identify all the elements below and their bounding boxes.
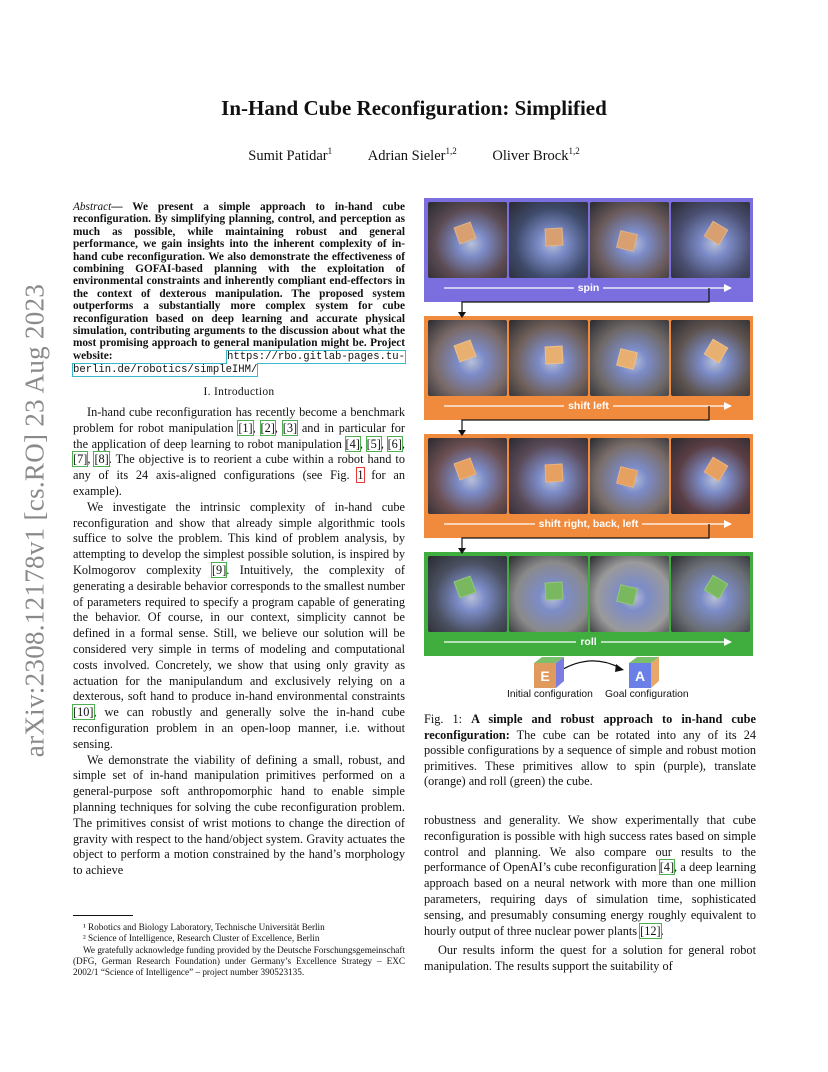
robot-hand-photo — [590, 556, 669, 632]
citation-link[interactable]: [10] — [73, 705, 94, 720]
paper-title: In-Hand Cube Reconfiguration: Simplified — [221, 96, 607, 120]
right-paragraph: robustness and generality. We show experimentally that cube reconfiguration is possible with high success rates based on simple control and planning. We also compare our results to the performance of OpenAI’s cube reconfiguration [4], a deep learning approach based on a neural network with more than one million parameters, requiring days of simulation time, sophisticated sensing, and presumably consuming energy roughly equivalent to hourly output of three nuclear power plants [12]. — [424, 813, 756, 938]
figure-panel — [424, 434, 753, 538]
primitive-label: roll — [424, 636, 753, 648]
abstract-label: Abstract — [73, 201, 112, 213]
initial-configuration-label: Initial configuration — [507, 689, 593, 700]
citation-link[interactable]: [7] — [73, 452, 88, 467]
citation-link[interactable]: [5] — [366, 436, 381, 451]
intro-left-column — [73, 405, 405, 879]
robot-hand-photo — [671, 202, 750, 278]
primitive-label: shift right, back, left — [424, 518, 753, 530]
figure-panel — [424, 198, 753, 302]
footnote: We gratefully acknowledge funding provided by the Deutsche Forschungsgemeinschaft (DFG, German Research Foundation) under Germany’s Excellence Strategy – EXC 2002/1 “Science of Intelligence” – project number 390523135. — [73, 944, 405, 978]
figure-panel — [424, 316, 753, 420]
right-paragraph: Our results inform the quest for a solution for general robot manipulation. The results support the suitability of — [424, 943, 756, 974]
robot-hand-photo — [671, 320, 750, 396]
cube-image — [616, 348, 638, 370]
project-link[interactable]: https://rbo.gitlab-pages.tu-berlin.de/robotics/simpleIHM/ — [73, 350, 405, 377]
citation-link[interactable]: [4] — [659, 860, 675, 875]
left-paragraph: We demonstrate the viability of defining a small, robust, and simple set of in-hand manipulation primitives performed on a general-purpose soft anthropomorphic hand to enable simple planning techniques for solving the cube reconfiguration problem. The primitives consist of wrist motions to change the direction of gravity with respect to the hand/object system. Gravity actuates the object to perform a motion constrained by the hand’s morphology to achieve — [73, 752, 405, 878]
primitive-bar — [424, 282, 753, 294]
robot-hand-photo — [428, 320, 507, 396]
robot-hand-photo — [671, 438, 750, 514]
author-2: Adrian Sieler$^{1,2}$ — [367, 146, 457, 164]
cube-image — [704, 221, 729, 246]
author-1: Sumit Patidar$^1$ — [248, 146, 333, 164]
citation-link[interactable]: [6] — [387, 436, 402, 451]
goal-arrow-head — [615, 664, 624, 672]
robot-hand-photo — [590, 438, 669, 514]
goal-configuration-label: Goal configuration — [605, 689, 689, 700]
cube-letter: E — [540, 668, 550, 684]
robot-hand-photo — [428, 438, 507, 514]
section-heading: I. Introduction — [203, 386, 275, 398]
primitive-label: shift left — [424, 400, 753, 412]
citation-link[interactable]: [12] — [640, 923, 661, 938]
cube-image — [453, 575, 476, 598]
robot-hand-photo — [509, 556, 588, 632]
robot-hand-photo — [671, 556, 750, 632]
footnote-rule — [73, 915, 133, 916]
arxiv-sidebar: arXiv:2308.12178v1 [cs.RO] 23 Aug 2023 — [19, 283, 50, 758]
cube-image — [545, 228, 564, 247]
left-paragraph: In-hand cube reconfiguration has recently become a benchmark problem for robot manipulation [1], [2], [3] and in particular for the application of deep learning to robot manipulation [4], [5], [6], [7], [8]. The objective is to reorient a cube within a robot hand to any of its 24 axis-aligned configurations (see Fig. 1 for an example). — [73, 405, 405, 498]
figure-link[interactable]: 1 — [357, 468, 364, 483]
citation-link[interactable]: [2] — [260, 420, 275, 435]
robot-hand-photo — [509, 202, 588, 278]
abstract — [73, 201, 405, 377]
abstract-text: — We present a simple approach to in-hand cube reconfiguration. By simplifying planning, control, and perception as much as possible, while maintaining robust and general performance, we gain insights into the inherent complexity of in-hand cube reconfiguration. We also demonstrate the effectiveness of combining GOFAI-based planning with the exploitation of environmental constraints and inherently compliant end-effectors in the context of dexterous manipulation. The proposed system outperforms a substantially more complex system for cube reconfiguration based on deep learning and accurate physical simulation, contributing arguments to the discussion about what the most promising approach to general manipulation might be. Project website: — [73, 201, 405, 362]
robot-hand-photo — [428, 202, 507, 278]
primitive-bar — [424, 400, 753, 412]
cube-image — [453, 339, 476, 362]
cube-image — [704, 575, 729, 600]
cube-image — [616, 584, 638, 606]
citation-link[interactable]: [3] — [282, 420, 298, 435]
cube-image — [545, 582, 564, 601]
cube-image — [704, 339, 729, 364]
primitive-label: spin — [424, 282, 753, 294]
robot-hand-photo — [428, 556, 507, 632]
figure-caption: Fig. 1: A simple and robust approach to in-hand cube reconfiguration: The cube can be rotated into any of its 24 possible configurations by a sequence of simple and robust motion primitives. These primitives allow to spin (purple), translate (orange) and roll (green) the cube. — [424, 712, 756, 789]
author-3: Oliver Brock$^{1,2}$ — [492, 146, 580, 164]
footnotes — [73, 922, 405, 978]
initial-cube-icon — [530, 655, 566, 691]
cube-image — [453, 457, 476, 480]
cube-image — [616, 230, 638, 252]
citation-link[interactable]: [9] — [211, 562, 227, 577]
footnote: ¹ Robotics and Biology Laboratory, Technische Universität Berlin — [83, 922, 325, 932]
author-list — [0, 146, 828, 165]
intro-right-column — [424, 813, 756, 975]
figure-panel — [424, 552, 753, 656]
primitive-bar — [424, 518, 753, 530]
robot-hand-photo — [509, 438, 588, 514]
cube-image — [453, 221, 476, 244]
primitive-bar — [424, 636, 753, 648]
footnote: ² Science of Intelligence, Research Cluster of Excellence, Berlin — [83, 933, 320, 944]
cube-image — [545, 346, 564, 365]
left-paragraph: We investigate the intrinsic complexity of in-hand cube reconfiguration and show that already simple algorithmic tools suffice to solve the problem. This kind of problem analysis, by attempting to develop the simplest possible solution, is inspired by Kolmogorov complexity [9]. Intuitively, the complexity of generating a desirable behavior corresponds to the smallest number of parameters required to specify a program capable of generating the behavior. Of course, in our context, simplicity cannot be defined in a formal sense. Still, we believe our solution will be considered very simple in terms of modeling and computational costs involved. Concretely, we show that using only gravity as actuation for the manipulandum and exclusively relying on a dexterous, soft hand to produce in-hand environmental constraints [10], we can robustly and generally solve the in-hand cube reconfiguration problem in an open-loop manner, i.e. without sensing. — [73, 499, 406, 751]
robot-hand-photo — [590, 202, 669, 278]
cube-image — [704, 457, 729, 482]
robot-hand-photo — [509, 320, 588, 396]
citation-link[interactable]: [1] — [238, 420, 253, 435]
goal-cube-icon — [625, 655, 661, 691]
cube-image — [545, 464, 564, 483]
citation-link[interactable]: [8] — [94, 452, 109, 467]
goal-arrow — [558, 661, 620, 672]
cube-image — [616, 466, 638, 488]
citation-link[interactable]: [4] — [345, 436, 360, 451]
cube-letter: A — [634, 668, 646, 684]
robot-hand-photo — [590, 320, 669, 396]
